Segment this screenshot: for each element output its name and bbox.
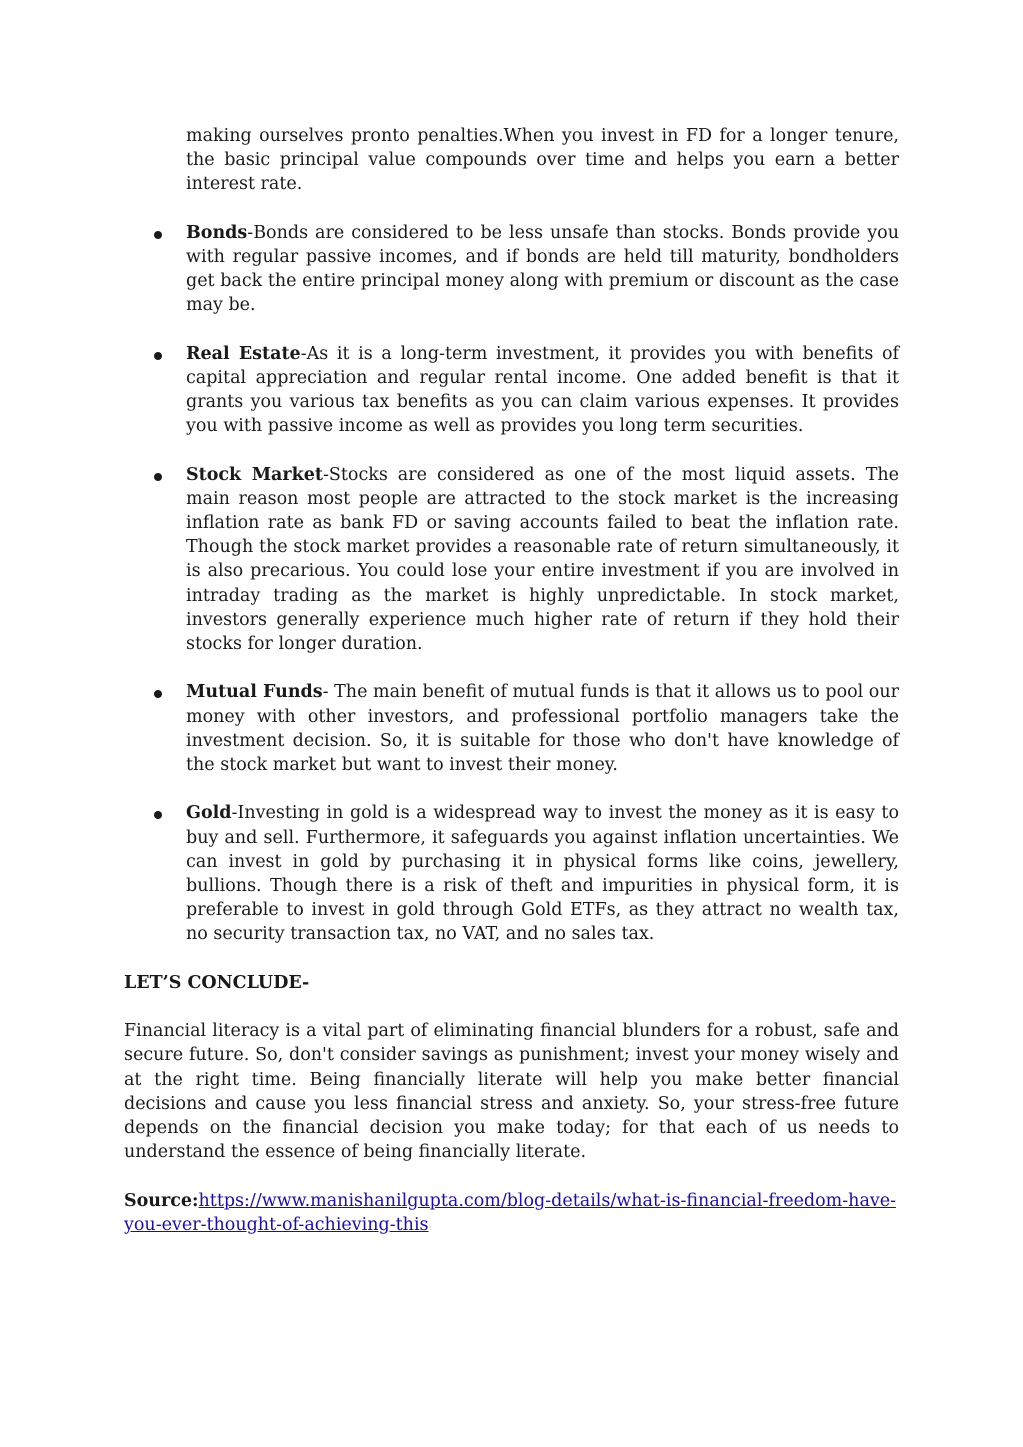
bullet-text: -Stocks are considered as one of the most liquid assets. The main reason most people are attracted to the stock market is the increasing inflation rate as bank FD or saving accounts failed to beat the inflation rate. Though the stock market provides a reasonable rate of return simultaneously, it is also precarious. You could lose your entire investment if you are involved in intraday trading as the market is highly unpredictable. In stock market, investors generally experience much higher rate of return if they hold their stocks for longer duration. xyxy=(186,464,899,655)
list-item-stock-market xyxy=(124,463,899,657)
bullet-term: Real Estate xyxy=(186,343,301,364)
bullet-text: - The main benefit of mutual funds is that it allows us to pool our money with other investors, and professional portfolio managers take the investment decision. So, it is suitable for those who don't have knowledge of the stock market but want to invest their money. xyxy=(186,682,899,776)
bullet-term: Bonds xyxy=(186,222,248,243)
bullet-text: -As it is a long-term investment, it provides you with benefits of capital appreciation and regular rental income. One added benefit is that it grants you various tax benefits as you can claim various expenses. It provides you with passive income as well as provides you long term securities. xyxy=(186,343,900,437)
bullet-term: Gold xyxy=(186,803,232,824)
document-page xyxy=(124,124,899,1237)
list-item-real-estate xyxy=(124,342,899,439)
bullet-icon xyxy=(154,473,162,481)
source-link[interactable]: https://www.manishanilgupta.com/blog-details/what-is-financial-freedom-have-you-ever-thought-of-achieving-this xyxy=(124,1190,897,1235)
bullet-icon xyxy=(154,231,162,239)
bullet-icon xyxy=(154,690,162,698)
list-item-gold xyxy=(124,801,899,946)
bullet-term: Mutual Funds xyxy=(186,682,323,703)
conclusion-paragraph: Financial literacy is a vital part of eliminating financial blunders for a robust, safe and secure future. So, don't consider savings as punishment; invest your money wisely and at the right time. Being financially literate will help you make better financial decisions and cause you less financial stress and anxiety. So, your stress-free future depends on the financial decision you make today; for that each of us needs to understand the essence of being financially literate. xyxy=(124,1021,899,1163)
bullet-icon xyxy=(154,352,162,360)
bullet-text: -Bonds are considered to be less unsafe than stocks. Bonds provide you with regular passive incomes, and if bonds are held till maturity, bondholders get back the entire principal money along with premium or discount as the case may be. xyxy=(186,222,899,316)
bullet-term: Stock Market xyxy=(186,464,323,485)
bullet-text: -Investing in gold is a widespread way to invest the money as it is easy to buy and sell. Furthermore, it safeguards you against inflation uncertainties. We can invest in gold by purchasing it in physical forms like coins, jewellery, bullions. Though there is a risk of theft and impurities in physical form, it is preferable to invest in gold through Gold ETFs, as they attract no wealth tax, no security transaction tax, no VAT, and no sales tax. xyxy=(186,803,899,945)
source-citation xyxy=(124,1189,899,1237)
bullet-icon xyxy=(154,811,162,819)
list-item-bonds xyxy=(124,221,899,318)
conclusion-heading: LET’S CONCLUDE- xyxy=(124,972,310,993)
list-item-mutual-funds xyxy=(124,680,899,777)
source-label: Source: xyxy=(124,1190,199,1211)
investment-options-list xyxy=(124,221,899,947)
fd-paragraph-continuation: making ourselves pronto penalties.When you invest in FD for a longer tenure, the basic principal value compounds over time and helps you earn a better interest rate. xyxy=(186,126,899,195)
